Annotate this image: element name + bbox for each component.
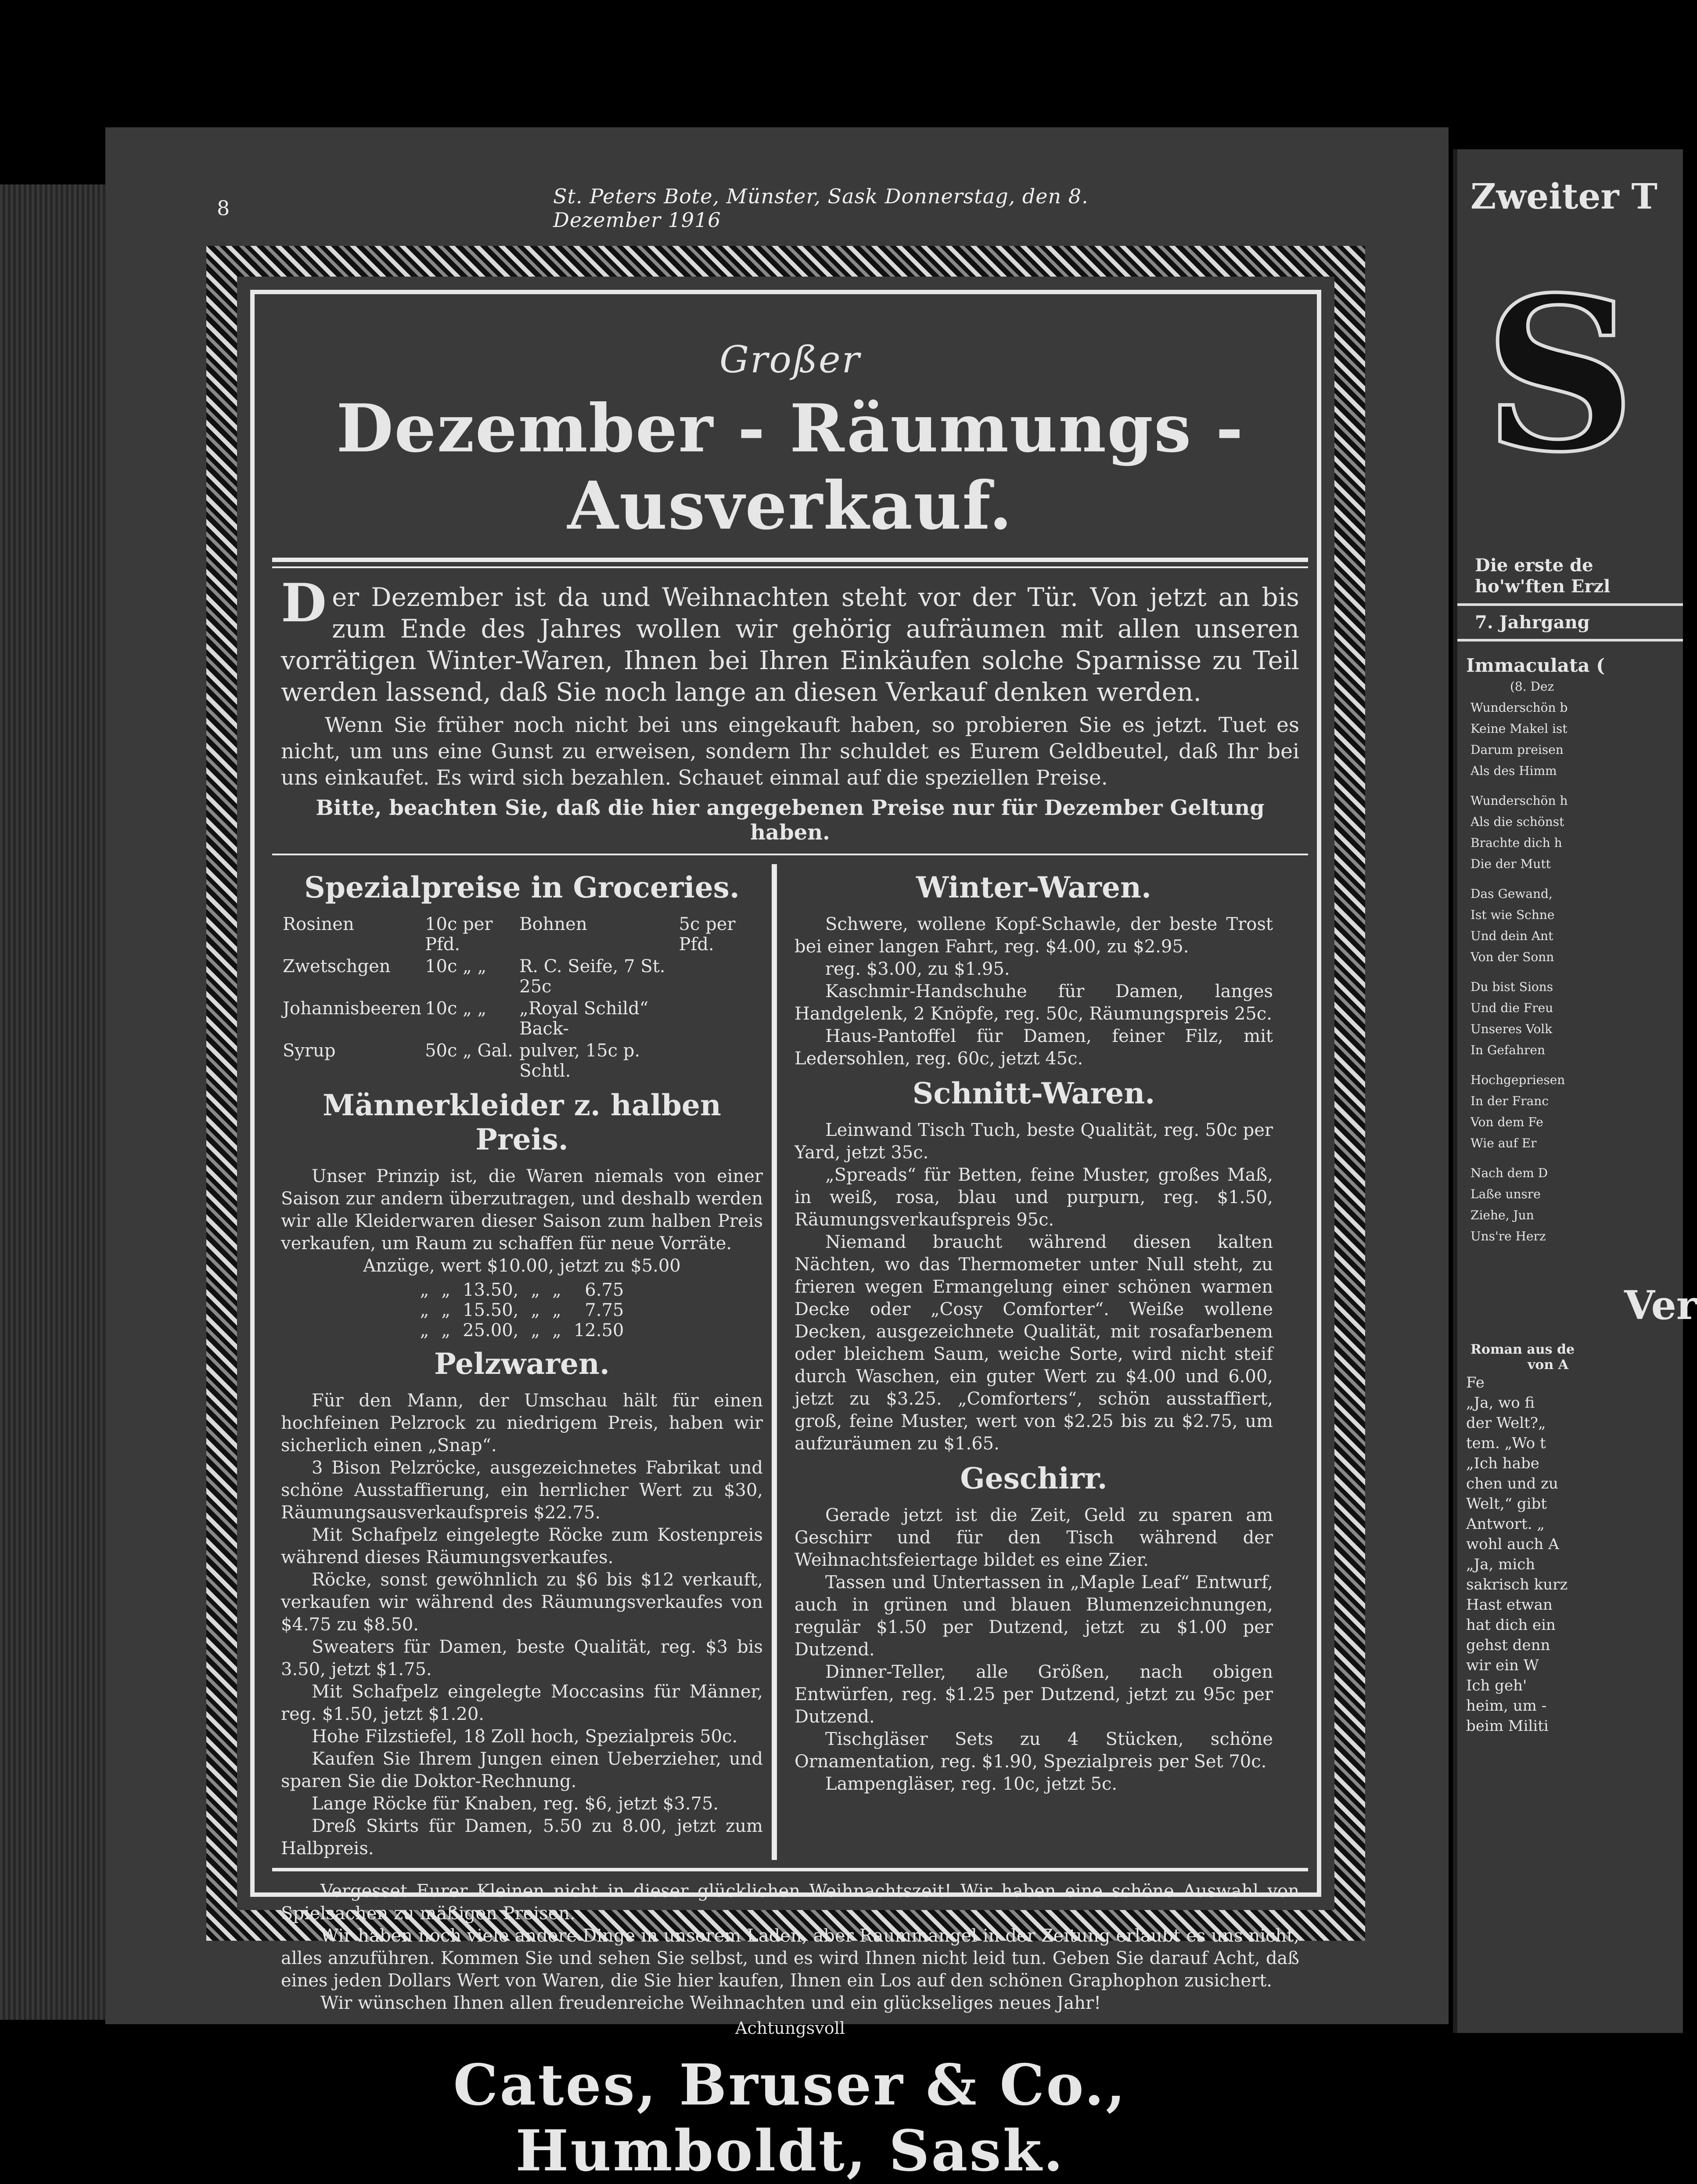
groceries-heading: Spezialpreise in Groceries. [304, 870, 740, 905]
adjacent-text-line: hat dich ein [1466, 1616, 1556, 1634]
suits-table [414, 1280, 630, 1341]
adjacent-page-header: Zweiter T [1470, 176, 1657, 217]
adjacent-poem-line: Unseres Volk [1470, 1022, 1553, 1036]
drop-cap: D [281, 572, 327, 634]
grocery-row [281, 955, 763, 998]
firm-name: Cates, Bruser & Co., Humboldt, Sask. [453, 2052, 1127, 2184]
adjacent-poem-line: Ziehe, Jun [1470, 1208, 1534, 1222]
adjacent-text-line: „Ja, mich [1466, 1556, 1535, 1573]
ad-paragraph: Röcke, sonst gewöhnlich zu $6 bis $12 verkauft, verkaufen wir während des Räumungsverkaufes von $4.75 zu $8.50. [281, 1570, 763, 1635]
adjacent-text-line: Antwort. „ [1466, 1515, 1545, 1533]
footer-p1: Vergesset Eurer Kleinen nicht in dieser glücklichen Weihnachtszeit! Wir haben eine schöne Auswahl von Spielsachen zu mäßigen Preisen. [281, 1881, 1299, 1924]
adjacent-poem-line: Und dein Ant [1470, 929, 1553, 943]
title-rule [272, 558, 1308, 562]
grocery-cell [677, 1040, 763, 1082]
suit-cell: „ [441, 1280, 451, 1300]
ad-paragraph: Mit Schafpelz eingelegte Röcke zum Kostenpreis während dieses Räumungsverkaufes. [281, 1525, 763, 1568]
right-column [777, 864, 1282, 1860]
adjacent-poem-line: Als des Himm [1470, 764, 1557, 778]
section-rule [272, 854, 1308, 855]
adjacent-poem-line: Und die Freu [1470, 1001, 1553, 1015]
ad-paragraph: Leinwand Tisch Tuch, beste Qualität, reg. 50c per Yard, jetzt 35c. [795, 1120, 1273, 1163]
ad-paragraph: Mit Schafpelz eingelegte Moccasins für Männer, reg. $1.50, jetzt $1.20. [281, 1682, 763, 1724]
winter-heading: Winter-Waren. [916, 870, 1151, 905]
adjacent-text-line: heim, um - [1466, 1697, 1547, 1715]
adjacent-volume: 7. Jahrgang [1475, 612, 1590, 633]
advertisement [272, 307, 1308, 2184]
ad-paragraph: Dinner-Teller, alle Größen, nach obigen Entwürfen, reg. $1.25 per Dutzend, jetzt zu 95c per Dutzend. [795, 1662, 1273, 1727]
grocery-row [281, 998, 763, 1040]
adjacent-text-line: sakrisch kurz [1466, 1576, 1568, 1593]
suit-cell: „ [441, 1320, 451, 1341]
adjacent-poem-line: Ist wie Schne [1470, 908, 1555, 922]
grocery-row [281, 1040, 763, 1082]
suit-cell: 12.50 [573, 1320, 624, 1341]
adjacent-text-line: tem. „Wo t [1466, 1434, 1546, 1452]
paper-masthead-line: St. Peters Bote, Münster, Sask Donnerstag, den 8. Dezember 1916 [553, 184, 1089, 232]
adjacent-text-line: „Ich habe [1466, 1455, 1539, 1472]
adjacent-poem-line: Brachte dich h [1470, 836, 1562, 850]
adjacent-poem-line: Uns're Herz [1470, 1229, 1546, 1243]
page-header [219, 184, 1185, 232]
suit-cell: „ [420, 1280, 429, 1300]
intro-paragraph: Der Dezember ist da und Weihnachten steht vor der Tür. Von jetzt an bis zum Ende des Jahres wollen wir gehörig aufräumen mit allen unseren vorrätigen Winter-Waren, Ihnen bei Ihren Einkäufen solche Sparnisse zu Teil werden lassend, daß Sie noch lange an diesen Verkauf denken werden. [281, 572, 1299, 707]
ad-paragraph: „Spreads“ für Betten, feine Muster, großes Maß, in weiß, rosa, blau und purpurn, reg. $1.50, Räumungsverkaufspreis 95c. [795, 1165, 1273, 1230]
dishes-heading: Geschirr. [960, 1461, 1107, 1496]
adjacent-poem-subtitle: (8. Dez [1510, 679, 1554, 694]
adjacent-poem [1457, 697, 1683, 1247]
footer-rule [272, 1868, 1308, 1871]
adjacent-poem-line: Wunderschön b [1470, 700, 1568, 715]
suit-cell: „ [531, 1280, 540, 1300]
adjacent-poem-line: In Gefahren [1470, 1043, 1546, 1057]
adjacent-poem-line: Die der Mutt [1470, 857, 1551, 871]
furs-text [281, 1390, 763, 1860]
ad-paragraph: Gerade jetzt ist die Zeit, Geld zu sparen am Geschirr und für den Tisch während der Weihnachtsfeiertage bildet es eine Zier. [795, 1505, 1273, 1570]
adjacent-page [1453, 149, 1697, 2033]
ad-paragraph: Lange Röcke für Knaben, reg. $6, jetzt $3.75. [312, 1794, 719, 1814]
adjacent-text-line: chen und zu [1466, 1475, 1558, 1492]
dishes-text [795, 1504, 1273, 1795]
intro-paragraph-2: Wenn Sie früher noch nicht bei uns eingekauft haben, so probieren Sie es jetzt. Tuet es nicht, um uns eine Gunst zu erweisen, sondern Ihr schuldet es Eurem Geldbeutel, daß Ihr bei uns einkaufet. Es wird sich bezahlen. Schauet einmal auf die speziellen Preise. [281, 713, 1299, 790]
ad-title: Dezember - Räumungs - Ausverkauf. [336, 390, 1244, 544]
winter-text [795, 913, 1273, 1070]
men-heading: Männerkleider z. halben Preis. [323, 1088, 721, 1157]
grocery-row [281, 913, 763, 955]
adjacent-novel-title: Ver [1624, 1282, 1697, 1329]
ad-paragraph: Kaschmir-Handschuhe für Damen, langes Handgelenk, 2 Knöpfe, reg. 50c, Räumungspreis 25c. [795, 981, 1273, 1024]
adjacent-poem-line: Als die schönst [1470, 814, 1564, 829]
ad-title-small: Großer [719, 338, 861, 381]
grocery-cell [677, 998, 763, 1040]
suit-cell: „ [420, 1300, 429, 1320]
adjacent-text-line: Welt,“ gibt [1466, 1495, 1547, 1513]
footer-p3: Wir wünschen Ihnen allen freudenreiche Weihnachten und ein glückseliges neues Jahr! [320, 1993, 1101, 2013]
adjacent-poem-line: In der Franc [1470, 1094, 1549, 1108]
ad-paragraph: 3 Bison Pelzröcke, ausgezeichnetes Fabrikat und schöne Ausstaffierung, ein herrlicher Wert zu $30, Räumungsausverkaufspreis $22.75. [281, 1458, 763, 1523]
suit-row [414, 1300, 630, 1320]
adjacent-text-line: beim Militi [1466, 1717, 1549, 1735]
adjacent-poem-line: Wie auf Er [1470, 1136, 1537, 1150]
grocery-cell: Syrup [283, 1041, 336, 1061]
ad-paragraph: Sweaters für Damen, beste Qualität, reg. $3 bis 3.50, jetzt $1.75. [281, 1637, 763, 1679]
book-edge [0, 184, 108, 2020]
ad-footer [281, 1880, 1299, 2039]
adjacent-text-line: der Welt?„ [1466, 1414, 1546, 1432]
adjacent-poem-line: Darum preisen [1470, 742, 1564, 757]
men-text: Unser Prinzip ist, die Waren niemals von einer Saison zur andern überzutragen, und deshalb werden wir alle Kleiderwaren dieser Saison zum halben Preis verkaufen, um Raum zu schaffen für neue Vorräte. [281, 1166, 763, 1254]
adjacent-text-line: Fe [1466, 1374, 1485, 1391]
adjacent-subtitle-1: Die erste de [1475, 555, 1593, 576]
grocery-cell [677, 955, 763, 998]
adjacent-text-line: Ich geh' [1466, 1677, 1527, 1694]
grocery-cell: Rosinen [283, 914, 354, 934]
ad-columns [272, 864, 1308, 1860]
ad-paragraph: Lampengläser, reg. 10c, jetzt 5c. [825, 1774, 1118, 1794]
adjacent-text-line: Hast etwan [1466, 1596, 1553, 1614]
grocery-cell: „Royal Schild“ Back- [519, 998, 649, 1039]
grocery-cell: 5c per Pfd. [679, 914, 736, 955]
adjacent-text-line: wohl auch A [1466, 1535, 1559, 1553]
ad-paragraph: Für den Mann, der Umschau hält für einen hochfeinen Pelzrock zu niedrigem Preis, haben wir sicherlich einen „Snap“. [281, 1391, 763, 1456]
ad-paragraph: reg. $3.00, zu $1.95. [825, 959, 1010, 979]
suit-cell: „ [552, 1300, 561, 1320]
adjacent-text-line: wir ein W [1466, 1657, 1539, 1674]
adjacent-poem-line: Nach dem D [1470, 1166, 1548, 1180]
grocery-cell: Bohnen [519, 914, 587, 934]
adjacent-novel-sub-2: von A [1528, 1357, 1568, 1373]
price-note: Bitte, beachten Sie, daß die hier angegebenen Preise nur für Dezember Geltung haben. [316, 796, 1265, 845]
adjacent-poem-line: Hochgepriesen [1470, 1073, 1565, 1087]
suit-cell: 15.50, [463, 1300, 519, 1320]
suit-cell: 13.50, [463, 1280, 519, 1300]
adjacent-poem-line: Du bist Sions [1470, 980, 1553, 994]
suit-cell: „ [552, 1280, 561, 1300]
suit-cell: 6.75 [585, 1280, 624, 1300]
adjacent-poem-line: Von dem Fe [1470, 1115, 1543, 1129]
suit-cell: 25.00, [463, 1320, 519, 1341]
furs-heading: Pelzwaren. [434, 1347, 610, 1381]
suit-row [414, 1320, 630, 1341]
grocery-cell: 50c „ Gal. [425, 1041, 513, 1061]
grocery-cell: R. C. Seife, 7 St. 25c [519, 956, 665, 997]
adjacent-poem-line: Von der Sonn [1470, 950, 1554, 964]
grocery-cell: Zwetschgen [283, 956, 391, 977]
ad-paragraph: Niemand braucht während diesen kalten Nächten, wo das Thermometer unter Null steht, zu frieren wegen Ermangelung einer schönen warmen Decke oder „Cosy Comforter“. Weiße wollene Decken, ausgezeichnete Qualität, mit rosafarbenem oder bleichem Saum, weiche Sorte, wird nicht steif durch Waschen, ein guter Wert zu $4.00 und 6.00, jetzt zu $3.25. „Comforters“, schön ausstaffiert, groß, feine Muster, wert von $2.25 bis zu $2.75, um aufzuräumen zu $1.65. [795, 1232, 1273, 1454]
suits-label: Anzüge, wert $10.00, jetzt zu $5.00 [363, 1256, 681, 1276]
ad-paragraph: Dreß Skirts für Damen, 5.50 zu 8.00, jetzt zum Halbpreis. [281, 1816, 763, 1859]
suit-cell: „ [420, 1320, 429, 1341]
suit-cell: 7.75 [585, 1300, 624, 1320]
adjacent-masthead-logo: S [1484, 251, 1636, 499]
suit-cell: „ [441, 1300, 451, 1320]
ad-paragraph: Tassen und Untertassen in „Maple Leaf“ Entwurf, auch in grünen und blauen Blumenzeichnungen, regulär $1.50 per Dutzend, jetzt zu $1.00 per Dutzend. [795, 1572, 1273, 1660]
adjacent-novel-sub-1: Roman aus de [1470, 1342, 1575, 1357]
adjacent-novel-text [1457, 1373, 1683, 1736]
adjacent-text-line: „Ja, wo fi [1466, 1394, 1535, 1412]
signature: Achtungsvoll [735, 2018, 845, 2038]
ad-paragraph: Hohe Filzstiefel, 18 Zoll hoch, Spezialpreis 50c. [312, 1726, 738, 1747]
ad-paragraph: Haus-Pantoffel für Damen, feiner Filz, mit Ledersohlen, reg. 60c, jetzt 45c. [795, 1026, 1273, 1069]
page-number: 8 [217, 196, 230, 220]
grocery-cell: 10c „ „ [425, 998, 487, 1019]
footer-p2: Wir haben noch viele andere Dinge in unserem Laden, aber Raummangel in der Zeitung erlaubt es uns nicht, alles anzuführen. Kommen Sie und sehen Sie selbst, und es wird Ihnen nicht leid tun. Geben Sie darauf Acht, daß eines jeden Dollars Wert von Waren, die Sie hier kaufen, Ihnen ein Los auf den schönen Graphophon zusichert. [281, 1926, 1299, 1991]
grocery-cell: 10c per Pfd. [425, 914, 493, 955]
left-column [272, 864, 777, 1860]
suit-cell: „ [531, 1300, 540, 1320]
adjacent-poem-line: Laße unsre [1470, 1187, 1541, 1201]
ad-paragraph: Kaufen Sie Ihrem Jungen einen Ueberzieher, und sparen Sie die Doktor-Rechnung. [281, 1749, 763, 1791]
adjacent-subtitle-2: ho'w'ften Erzl [1475, 576, 1611, 597]
suit-cell: „ [552, 1320, 561, 1341]
title-rule-thin [272, 566, 1308, 568]
groceries-table [281, 913, 763, 1082]
adjacent-poem-line: Das Gewand, [1470, 887, 1553, 901]
suit-row [414, 1280, 630, 1300]
adjacent-text-line: gehst denn [1466, 1636, 1550, 1654]
ad-paragraph: Tischgläser Sets zu 4 Stücken, schöne Ornamentation, reg. $1.90, Spezialpreis per Set 70c. [795, 1729, 1273, 1772]
cloth-heading: Schnitt-Waren. [912, 1076, 1155, 1110]
grocery-cell: pulver, 15c p. Schtl. [519, 1041, 640, 1081]
cloth-text [795, 1119, 1273, 1455]
adjacent-poem-title: Immaculata ( [1466, 655, 1605, 676]
adjacent-poem-line: Wunderschön h [1470, 793, 1568, 808]
ad-paragraph: Schwere, wollene Kopf-Schawle, der beste Trost bei einer langen Fahrt, reg. $4.00, zu $2.95. [795, 914, 1273, 957]
grocery-cell: Johannisbeeren [283, 998, 422, 1019]
grocery-cell: 10c „ „ [425, 956, 487, 977]
suit-cell: „ [531, 1320, 540, 1341]
adjacent-poem-line: Keine Makel ist [1470, 721, 1568, 736]
